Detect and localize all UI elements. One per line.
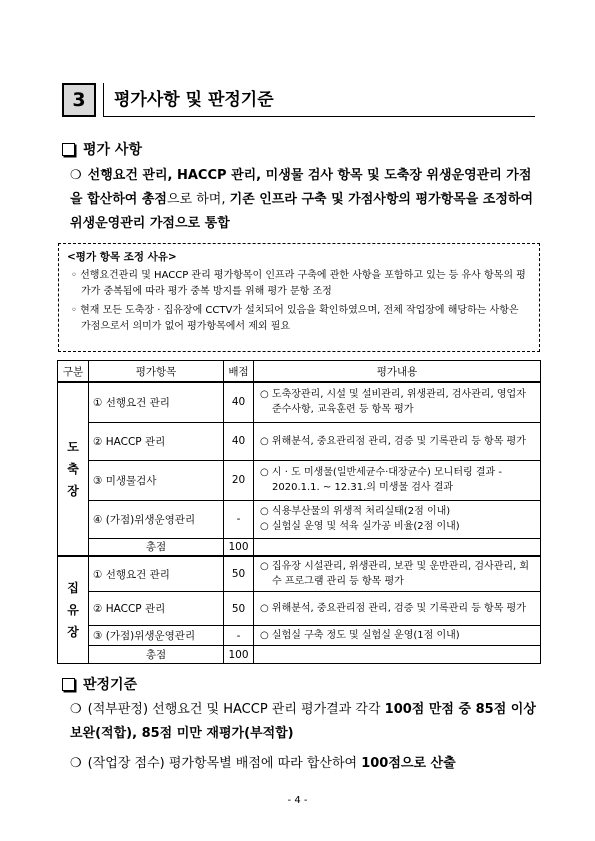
total-empty	[254, 646, 541, 664]
circle-bullet-icon: ❍	[70, 168, 82, 183]
total-row	[58, 538, 541, 556]
judgement-text-2: (작업장 점수) 평가항목별 배점에 따라 합산하여	[87, 756, 362, 771]
judgement-bold-2: 100점으로 산출	[361, 756, 456, 771]
content-line: ○ 위해분석, 중요관리점 관리, 검증 및 기록관리 등 항목 평가	[260, 435, 526, 447]
content-line: ○ 위해분석, 중요관리점 관리, 검증 및 기록관리 등 항목 평가	[260, 603, 526, 614]
header-score: 배점	[224, 361, 254, 383]
table-header-row	[58, 361, 541, 383]
evaluation-heading	[62, 139, 142, 159]
content-cell	[254, 500, 541, 538]
total-score: 100	[224, 538, 254, 556]
evaluation-text-1: 으로 하며,	[166, 192, 230, 207]
evaluation-bold-2: 기존 인프라 구축 및 가점사항의 평가항목을 조정하여 위생운영관리 가점으로 통합	[70, 192, 534, 231]
content-cell	[254, 422, 541, 460]
content-cell	[254, 556, 541, 592]
score-cell: 20	[224, 460, 254, 500]
content-line: ○ 시 · 도 미생물(일반세균수·대장균수) 모니터링 결과 - 2020.1.1. ~ 12.31.의 미생물 검사 결과	[260, 467, 502, 493]
section-title: 평가사항 및 판정기준	[103, 83, 535, 117]
item-cell: ① 선행요건 관리	[89, 382, 224, 422]
content-line: ○ 도축장관리, 시설 및 설비관리, 위생관리, 검사관리, 영업자 준수사항, 교육훈련 등 항목 평가	[260, 389, 526, 416]
checkbox-square-icon	[62, 678, 75, 691]
score-cell: 40	[224, 382, 254, 422]
checkbox-square-icon	[62, 143, 75, 156]
section-number: 3	[62, 83, 96, 117]
evaluation-table	[57, 360, 541, 664]
content-cell	[254, 460, 541, 500]
judgement-bold-1: 100점 만점 중 85점 이상 보완(적합), 85점 미만 재평가(부적합)	[70, 702, 536, 741]
evaluation-heading-text: 평가 사항	[83, 142, 142, 158]
judgement-paragraph-2	[70, 752, 540, 776]
total-label: 총점	[89, 646, 224, 664]
page-number: - 4 -	[287, 795, 308, 806]
notice-item: ◦ 현재 모든 도축장 · 집유장에 CCTV가 설치되어 있음을 확인하였으며, 전체 작업장에 해당하는 사항은 가점으로서 의미가 없어 평가항목에서 제외 필요	[71, 305, 519, 332]
judgement-paragraph-1	[70, 698, 540, 746]
adjustment-reason-box	[58, 243, 540, 352]
table-row	[58, 460, 541, 500]
table-row	[58, 626, 541, 646]
judgement-heading	[62, 674, 137, 694]
score-cell: -	[224, 500, 254, 538]
content-line: ○ 집유장 시설관리, 위생관리, 보관 및 운반관리, 검사관리, 회수 프로그램 관리 등 항목 평가	[260, 561, 530, 587]
content-cell	[254, 592, 541, 626]
table-row	[58, 500, 541, 538]
group-slaughterhouse: 도 축 장	[58, 382, 89, 556]
content-cell	[254, 382, 541, 422]
evaluation-bold-1: 선행요건 관리, HACCP 관리, 미생물 검사 항목 및 도축장 위생운영관리 가점을 합산하여 총점	[70, 168, 532, 207]
content-line: ○ 실험실 운영 및 석육 실가공 비율(2점 이내)	[260, 521, 460, 532]
item-cell: ① 선행요건 관리	[89, 556, 224, 592]
item-cell: ④ (가점)위생운영관리	[89, 500, 224, 538]
total-empty	[254, 538, 541, 556]
item-cell: ③ (가점)위생운영관리	[89, 626, 224, 646]
table-row	[58, 382, 541, 422]
item-cell: ③ 미생물검사	[89, 460, 224, 500]
table-row	[58, 592, 541, 626]
circle-bullet-icon: ❍	[70, 756, 82, 771]
content-cell	[254, 626, 541, 646]
header-content: 평가내용	[254, 361, 541, 383]
table-row	[58, 422, 541, 460]
notice-item: ◦ 선행요건관리 및 HACCP 관리 평가항목이 인프라 구축에 관한 사항을 포함하고 있는 등 유사 항목의 평가가 중복됨에 따라 평가 중복 방지를 위해 평가 문항 조정	[71, 270, 526, 297]
item-cell: ② HACCP 관리	[89, 422, 224, 460]
judgement-heading-text: 판정기준	[83, 677, 138, 693]
total-score: 100	[224, 646, 254, 664]
total-label: 총점	[89, 538, 224, 556]
content-line: ○ 실험실 구축 정도 및 실험실 운영(1점 이내)	[260, 630, 460, 641]
total-row	[58, 646, 541, 664]
evaluation-paragraph	[70, 164, 540, 236]
group-milk-collection: 집 유 장	[58, 556, 89, 664]
header-category: 구분	[58, 361, 89, 383]
header-item: 평가항목	[89, 361, 224, 383]
content-line: ○ 식용부산물의 위생적 처리실태(2점 이내)	[260, 506, 451, 517]
score-cell: 40	[224, 422, 254, 460]
table-row	[58, 556, 541, 592]
circle-bullet-icon: ❍	[70, 702, 82, 717]
judgement-text-1: (적부판정) 선행요건 및 HACCP 관리 평가결과 각각	[87, 702, 385, 717]
notice-title: <평가 항목 조정 사유>	[67, 251, 177, 263]
score-cell: -	[224, 626, 254, 646]
score-cell: 50	[224, 592, 254, 626]
item-cell: ② HACCP 관리	[89, 592, 224, 626]
score-cell: 50	[224, 556, 254, 592]
